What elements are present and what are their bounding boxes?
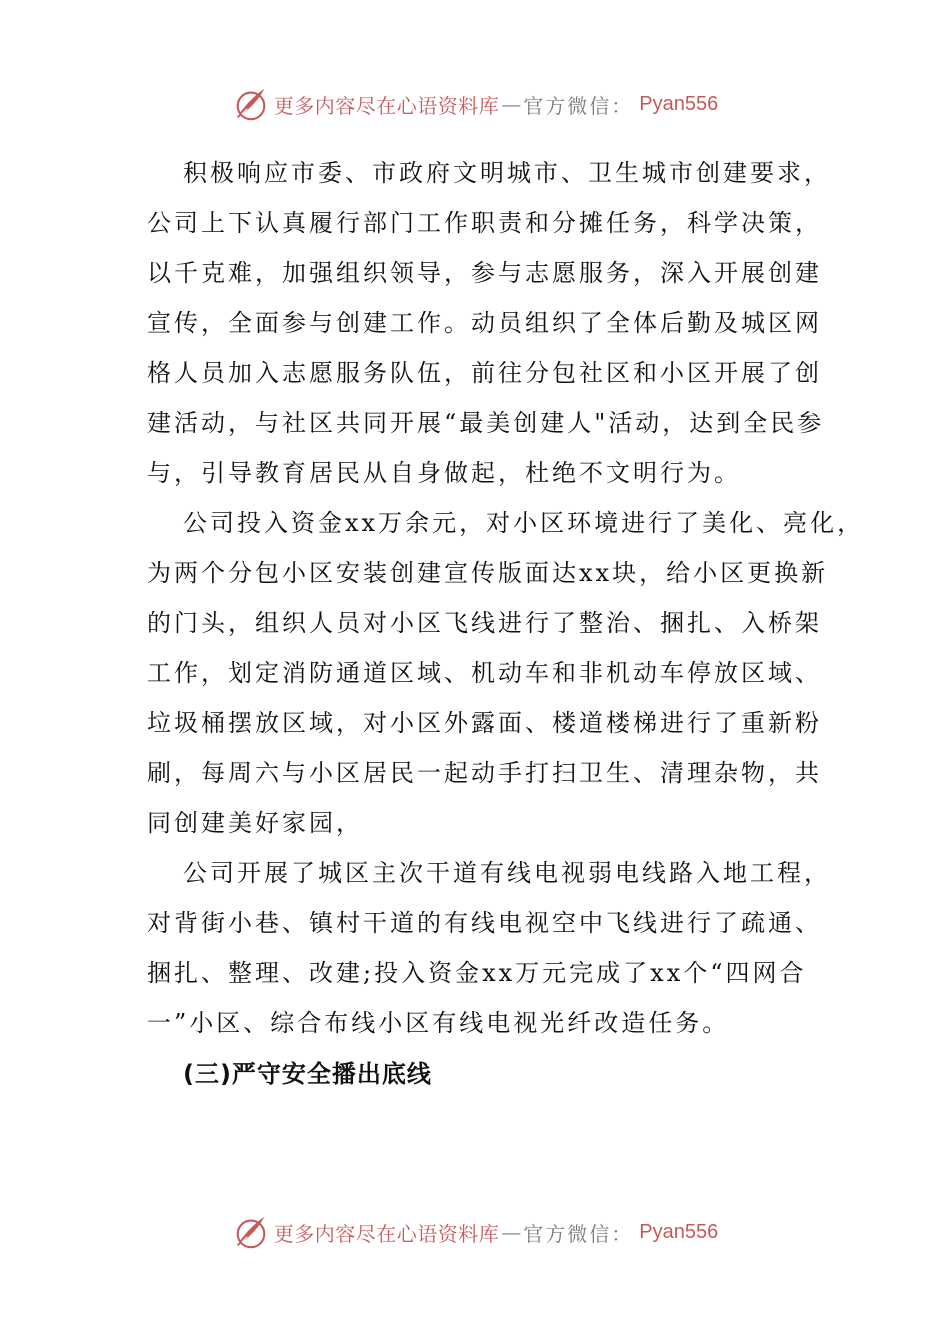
paragraph-line: 公司开展了城区主次干道有线电视弱电线路入地工程， [183,859,831,887]
banner-dash: — [501,1220,522,1244]
paragraph-line: 与，引导教育居民从自身做起，杜绝不文明行为。 [147,459,741,487]
paragraph-line: 宣传，全面参与创建工作。动员组织了全体后勤及城区网 [147,309,822,337]
paragraph-line: 格人员加入志愿服务队伍，前往分包社区和小区开展了创 [147,359,822,387]
banner-site-name: 更多内容尽在心语资料库 [273,93,500,118]
banner-wechat-id: Pyan556 [639,1220,719,1243]
banner-dash: — [501,92,522,116]
quill-logo-icon [232,1213,270,1251]
paragraph-line: 积极响应市委、市政府文明城市、卫生城市创建要求， [183,159,831,187]
paragraph-2 [147,498,865,848]
banner-wechat-label: 官方微信： [523,1221,634,1246]
paragraph-line: 刷，每周六与小区居民一起动手打扫卫生、清理杂物，共 [147,759,822,787]
paragraph-line: 为两个分包小区安装创建宣传版面达xx块，给小区更换新 [147,559,829,587]
paragraph-line: 一”小区、综合布线小区有线电视光纤改造任务。 [147,1009,730,1037]
paragraph-1 [147,148,831,498]
banner-wechat-id: Pyan556 [639,92,719,115]
paragraph-line: 公司投入资金xx万余元，对小区环境进行了美化、亮化， [183,509,865,537]
banner-site-name: 更多内容尽在心语资料库 [273,1221,500,1246]
document-body [147,148,865,1100]
paragraph-line: 捆扎、整理、改建;投入资金xx万元完成了xx个“四网合 [147,959,807,987]
paragraph-line: 的门头，组织人员对小区飞线进行了整治、捆扎、入桥架 [147,609,822,637]
banner-wechat-label: 官方微信： [523,93,634,118]
quill-logo-icon [232,85,270,123]
footer-banner [0,1210,950,1254]
header-banner [0,82,950,126]
section-heading: (三)严守安全播出底线 [183,1060,432,1088]
paragraph-line: 对背街小巷、镇村干道的有线电视空中飞线进行了疏通、 [147,909,822,937]
paragraph-line: 以千克难，加强组织领导，参与志愿服务，深入开展创建 [147,259,822,287]
paragraph-line: 同创建美好家园， [147,809,363,837]
paragraph-line: 垃圾桶摆放区域，对小区外露面、楼道楼梯进行了重新粉 [147,709,822,737]
paragraph-line: 公司上下认真履行部门工作职责和分摊任务，科学决策， [147,209,822,237]
paragraph-line: 工作，划定消防通道区域、机动车和非机动车停放区域、 [147,659,822,687]
paragraph-3 [147,848,831,1048]
paragraph-line: 建活动，与社区共同开展“最美创建人"活动，达到全民参 [147,409,825,437]
